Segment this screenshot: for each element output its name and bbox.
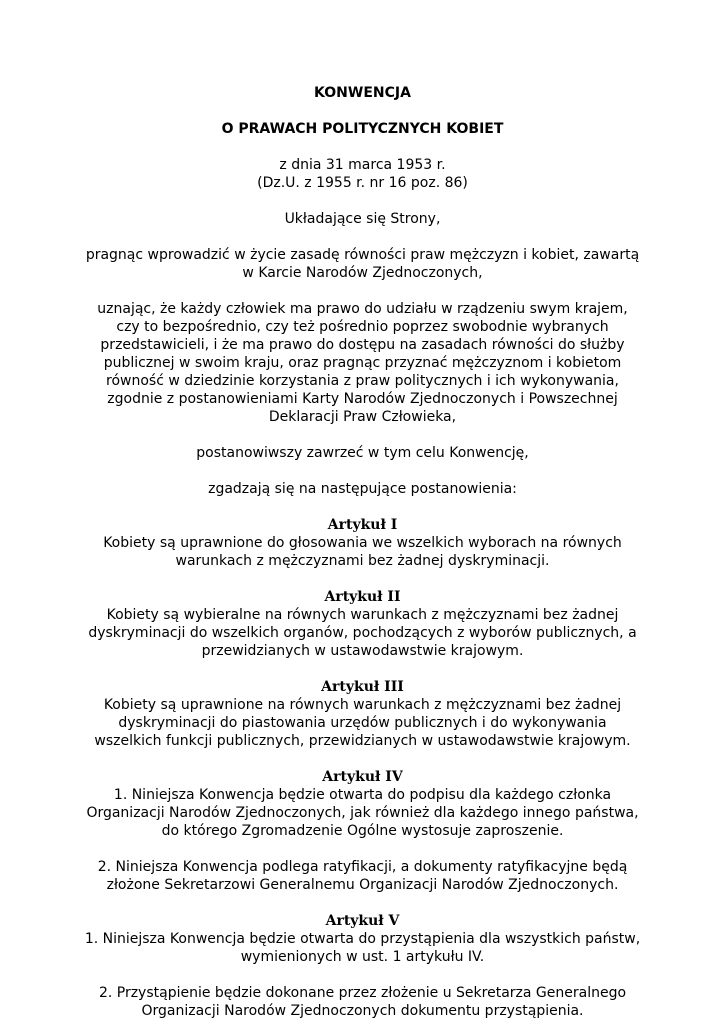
document-title: KONWENCJA bbox=[314, 85, 411, 101]
article-1 bbox=[84, 516, 641, 570]
article-5 bbox=[84, 912, 641, 1020]
article-4 bbox=[84, 768, 641, 894]
article-2 bbox=[84, 588, 641, 660]
article-paragraph: Kobiety są uprawnione do głosowania we wszelkich wyborach na równych warunkach z mężczyznami bez żadnej dyskryminacji. bbox=[103, 535, 622, 569]
document-source: (Dz.U. z 1955 r. nr 16 poz. 86) bbox=[257, 175, 468, 191]
document-date-block bbox=[84, 156, 641, 192]
article-heading: Artykuł I bbox=[327, 517, 398, 533]
article-paragraph: 1. Niniejsza Konwencja będzie otwarta do przystąpienia dla wszystkich państw, wymienionych w ust. 1 artykułu IV. bbox=[84, 931, 641, 965]
article-paragraph: 1. Niniejsza Konwencja będzie otwarta do podpisu dla każdego członka Organizacji Narodów Zjednoczonych, jak również dla każdego innego państwa, do którego Zgromadzenie Ogólne wystosuje zaproszenie. bbox=[86, 787, 639, 839]
preamble-intent: pragnąc wprowadzić w życie zasadę równości praw mężczyzn i kobiet, zawartą w Karcie Narodów Zjednoczonych, bbox=[85, 247, 640, 281]
preamble-decision: postanowiwszy zawrzeć w tym celu Konwencję, bbox=[196, 445, 529, 461]
article-paragraph: Kobiety są wybieralne na równych warunkach z mężczyznami bez żadnej dyskryminacji do wszelkich organów, pochodzących z wyborów publicznych, a przewidzianych w ustawodawstwie krajowym. bbox=[88, 607, 637, 659]
article-heading: Artykuł IV bbox=[322, 769, 403, 785]
article-paragraph: 2. Niniejsza Konwencja podlega ratyfikacji, a dokumenty ratyfikacyjne będą złożone Sekretarzowi Generalnemu Organizacji Narodów Zjednoczonych. bbox=[97, 859, 628, 893]
document-subtitle: O PRAWACH POLITYCZNYCH KOBIET bbox=[221, 121, 504, 137]
article-paragraph: Kobiety są uprawnione na równych warunkach z mężczyznami bez żadnej dyskryminacji do piastowania urzędów publicznych i do wykonywania wszelkich funkcji publicznych, przewidzianych w ustawodawstwie krajowym. bbox=[94, 697, 631, 749]
document-date: z dnia 31 marca 1953 r. bbox=[279, 157, 446, 173]
article-3 bbox=[84, 678, 641, 750]
article-heading: Artykuł V bbox=[325, 913, 400, 929]
preamble-recognition: uznając, że każdy człowiek ma prawo do udziału w rządzeniu swym krajem, czy to bezpośrednio, czy też pośrednio poprzez swobodnie wybranych przedstawicieli, i że ma prawo do dostępu na zasadach równości do służby publicznej w swoim kraju, oraz pragnąc przyznać mężczyznom i kobietom równość w dziedzinie korzystania z praw politycznych i ich wykonywania, zgodnie z postanowieniami Karty Narodów Zjednoczonych i Powszechnej Deklaracji Praw Człowieka, bbox=[97, 301, 628, 425]
preamble-parties: Układające się Strony, bbox=[284, 211, 441, 227]
preamble-agreement: zgadzają się na następujące postanowienia: bbox=[208, 481, 517, 497]
article-heading: Artykuł II bbox=[324, 589, 401, 605]
article-heading: Artykuł III bbox=[321, 679, 404, 695]
article-paragraph: 2. Przystąpienie będzie dokonane przez złożenie u Sekretarza Generalnego Organizacji Narodów Zjednoczonych dokumentu przystąpienia. bbox=[98, 985, 627, 1019]
